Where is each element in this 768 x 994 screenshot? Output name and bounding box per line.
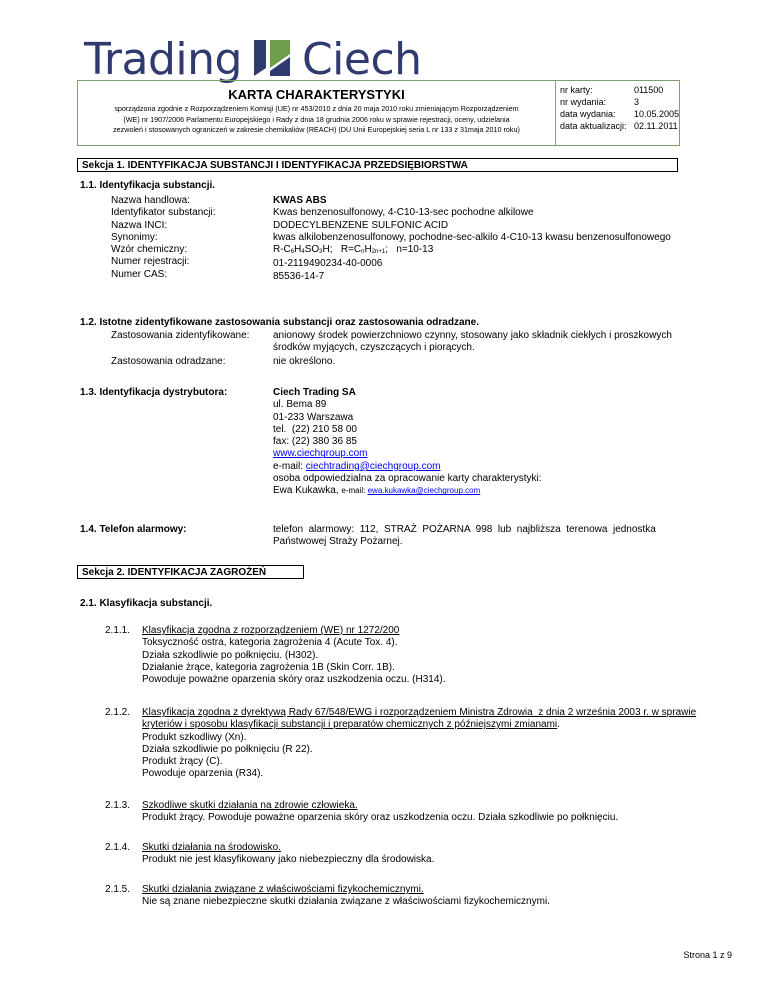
item-line: Produkt szkodliwy (Xn).	[142, 731, 247, 743]
meta-label: data wydania:	[559, 109, 616, 119]
item-2-1-3	[142, 800, 702, 825]
label-trade-name: Nazwa handlowa:	[111, 195, 190, 206]
item-2-1-2-title-line1: Klasyfikacja zgodna z dyrektywą Rady 67/548/EWG i rozporządzeniem Ministra Zdrowia z dnia 2 września 2003 r. w sprawie	[142, 707, 697, 718]
meta-value: 011500	[633, 85, 664, 95]
uses-value: anionowy środek powierzchniowo czynny, stosowany jako składnik ciekłych i proszkowych środków myjących, czyszczących i piorących.	[273, 330, 672, 354]
item-2-1-4-title: Skutki działania na środowisko.	[142, 842, 281, 853]
label-synonyms: Synonimy:	[111, 231, 158, 243]
responsible-person-email-link[interactable]: ewa.kukawka@ciechgroup.com	[367, 486, 481, 496]
item-2-1-4-text: Produkt nie jest klasyfikowany jako niebezpieczny dla środowiska.	[142, 854, 435, 866]
item-2-1-2	[142, 707, 702, 781]
subsection-1-1-heading: 1.1. Identyfikacja substancji.	[80, 180, 216, 191]
subtitle-line: (WE) nr 1907/2006 Parlamentu Europejskiego i Rady z dnia 18 grudnia 2006 roku w sprawie rejestracji, oceny, udzielania	[123, 114, 510, 124]
meta-label: nr karty:	[559, 85, 593, 95]
subsection-2-1-heading: 2.1. Klasyfikacja substancji.	[80, 598, 213, 609]
company-phone: tel. (22) 210 58 00	[273, 423, 357, 435]
item-2-1-4	[142, 842, 702, 867]
reg-no-value: 01-2119490234-40-0006	[273, 258, 383, 270]
subsection-1-3-heading: 1.3. Identyfikacja dystrybutora:	[80, 387, 228, 398]
header-title-block	[78, 81, 556, 145]
item-line: Działa szkodliwie po połknięciu (R 22).	[142, 743, 313, 755]
item-line: Powoduje oparzenia (R34).	[142, 768, 264, 780]
company-email-line: e-mail: ciechtrading@ciechgroup.com	[273, 460, 441, 472]
label-cas: Numer CAS:	[111, 268, 168, 280]
label-reg-no: Numer rejestracji:	[111, 256, 190, 268]
subtitle-line: sporządzona zgodnie z Rozporządzeniem Komisji (UE) nr 453/2010 z dnia 20 maja 2010 roku zmieniającym Rozporządzeniem	[114, 104, 519, 113]
item-2-1-1-title: Klasyfikacja zgodna z rozporządzeniem (WE) nr 1272/200	[142, 625, 400, 636]
item-2-1-5-number: 2.1.5.	[105, 884, 131, 895]
company-website-link[interactable]: www.ciechgroup.com	[273, 448, 368, 460]
item-2-1-5	[142, 884, 702, 909]
meta-label: nr wydania:	[559, 97, 606, 107]
item-line: Produkt żrący (C).	[142, 756, 223, 768]
item-line: Działa szkodliwie po połknięciu. (H302).	[142, 649, 319, 661]
distributor-details	[273, 387, 693, 498]
company-city: 01-233 Warszawa	[273, 411, 354, 423]
substance-labels	[111, 195, 271, 281]
company-fax: fax: (22) 380 36 85	[273, 436, 357, 448]
item-2-1-1	[142, 625, 682, 686]
item-line: Toksyczność ostra, kategoria zagrożenia 4 (Acute Tox. 4).	[142, 637, 398, 649]
responsible-person-label: osoba odpowiedzialna za opracowanie karty charakterystyki:	[273, 473, 542, 485]
inci-value: DODECYLBENZENE SULFONIC ACID	[273, 219, 449, 231]
company-street: ul. Bema 89	[273, 399, 327, 411]
item-2-1-2-number: 2.1.2.	[105, 707, 131, 718]
meta-value: 10.05.2005	[633, 109, 679, 119]
label-identifier: Identyfikator substancji:	[111, 207, 216, 219]
meta-value: 02.11.2011	[633, 121, 678, 131]
company-name: Ciech Trading SA	[273, 387, 356, 398]
subsection-1-2-heading: 1.2. Istotne zidentyfikowane zastosowania substancji oraz zastosowania odradzane.	[80, 317, 479, 328]
meta-row-issue-date	[560, 108, 679, 120]
advised-against-value: nie określono.	[273, 356, 336, 367]
formula-value: $R-C_6H_4SO_3H$; $R=C_nH_{2n+1}$; n=10-13	[273, 244, 434, 256]
cas-value: 85536-14-7	[273, 270, 325, 282]
item-2-1-3-title: Szkodliwe skutki działania na zdrowie człowieka.	[142, 800, 358, 811]
document-title: KARTA CHARAKTERYSTYKI	[228, 87, 405, 102]
item-2-1-1-number: 2.1.1.	[105, 625, 131, 636]
meta-row-card-no	[560, 84, 679, 96]
trade-name-value: KWAS ABS	[273, 195, 327, 206]
item-line: Powoduje poważne oparzenia skóry oraz uszkodzenia oczu. (H314).	[142, 674, 446, 686]
label-inci: Nazwa INCI:	[111, 219, 168, 231]
meta-row-update-date	[560, 120, 679, 132]
meta-value: 3	[633, 97, 639, 107]
meta-row-edition	[560, 96, 679, 108]
item-2-1-5-title: Skutki działania związane z właściwościami fizykochemicznymi.	[142, 884, 424, 895]
company-email-link[interactable]: ciechtrading@ciechgroup.com	[305, 460, 441, 472]
page-number: Strona 1 z 9	[683, 950, 732, 960]
section-2-heading: Sekcja 2. IDENTYFIKACJA ZAGROŻEŃ	[77, 565, 304, 579]
subtitle-line: zezwoleń i stosowanych ograniczeń w zakresie chemikaliów (REACH) (DU Unii Europejskiej seria L nr 133 z 31maja 2010 roku)	[113, 125, 520, 134]
item-2-1-2-title-line2: kryteriów i sposobu klasyfikacji substancji i preparatów chemicznych z późniejszymi zmianami.	[142, 719, 560, 731]
uses-label: Zastosowania zidentyfikowane:	[111, 330, 250, 341]
identifier-value: Kwas benzenosulfonowy, 4-C10-13-sec pochodne alkilowe	[273, 207, 534, 219]
emergency-phone-text: telefon alarmowy: 112, STRAŻ POŻARNA 998 lub najbliższa terenowa jednostka Państwowej Straży Pożarnej.	[273, 524, 656, 548]
item-line: Działanie żrące, kategoria zagrożenia 1B (Skin Corr. 1B).	[142, 661, 395, 673]
item-2-1-3-number: 2.1.3.	[105, 800, 131, 811]
logo-word-trading: Trading	[84, 34, 242, 85]
item-2-1-4-number: 2.1.4.	[105, 842, 131, 853]
responsible-person-line: Ewa Kukawka, e-mail: ewa.kukawka@ciechgroup.com	[273, 485, 481, 497]
item-2-1-5-text: Nie są znane niebezpieczne skutki działania związane z właściwościami fizykochemicznymi.	[142, 896, 550, 908]
advised-against-label: Zastosowania odradzane:	[111, 356, 226, 367]
company-logo	[84, 34, 422, 85]
logo-word-ciech: Ciech	[301, 34, 422, 85]
ciech-logo-mark-icon	[252, 38, 292, 83]
section-1-heading: Sekcja 1. IDENTYFIKACJA SUBSTANCJI I IDENTYFIKACJA PRZEDSIĘBIORSTWA	[77, 158, 678, 172]
document-header	[77, 80, 680, 146]
synonyms-value: kwas alkilobenzenosulfonowy, pochodne-sec-alkilo 4-C10-13 kwasu benzenosulfonowego	[273, 231, 671, 243]
header-meta	[556, 81, 679, 145]
subsection-1-4-heading: 1.4. Telefon alarmowy:	[80, 524, 187, 535]
document-subtitle	[78, 104, 555, 136]
label-formula: Wzór chemiczny:	[111, 244, 188, 256]
item-2-1-3-text: Produkt żrący. Powoduje poważne oparzenia skóry oraz uszkodzenia oczu. Działa szkodliwie po połknięciu.	[142, 812, 619, 824]
meta-label: data aktualizacji:	[559, 121, 627, 131]
substance-values	[273, 195, 693, 283]
